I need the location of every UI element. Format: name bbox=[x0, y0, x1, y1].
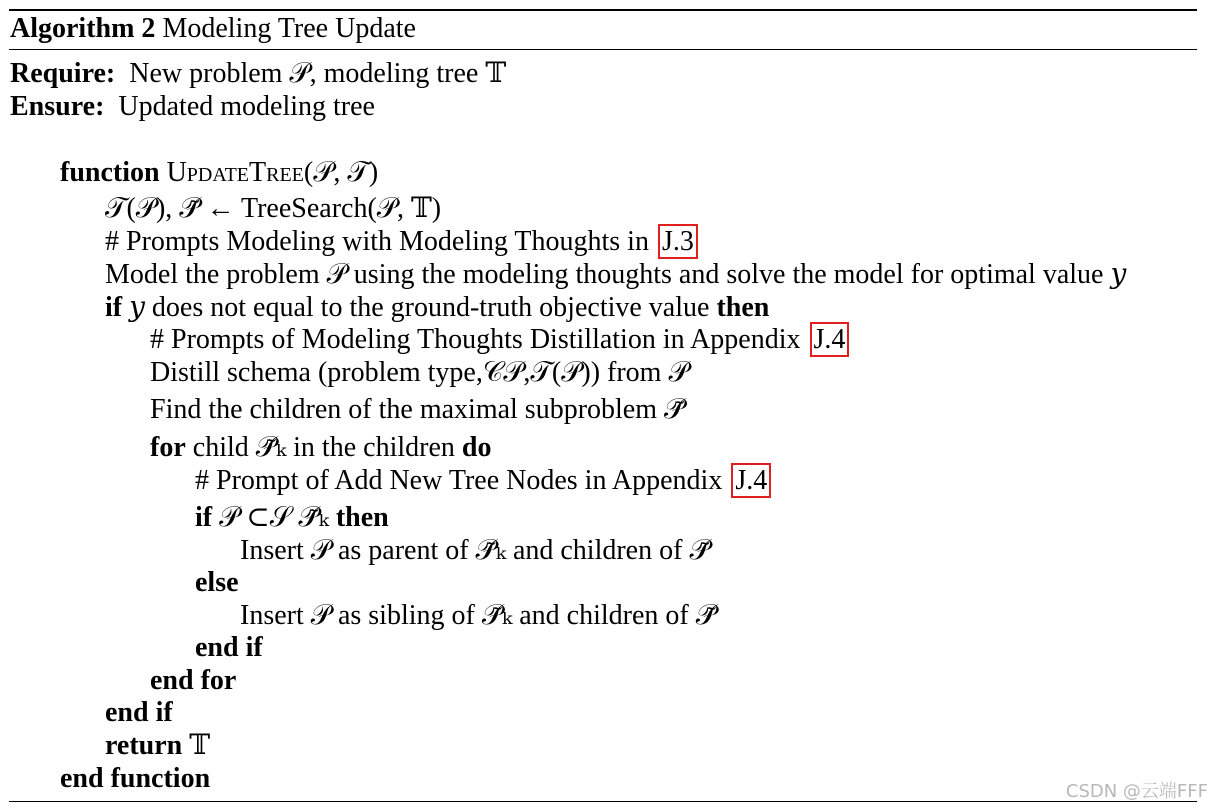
appendix-ref-link[interactable]: J.3 bbox=[658, 224, 698, 259]
ensure-keyword: Ensure: bbox=[10, 91, 105, 122]
line-code bbox=[150, 665, 236, 697]
appendix-ref-link[interactable]: J.4 bbox=[810, 322, 850, 357]
statement-text: # Prompts Modeling with Modeling Thoughts in bbox=[105, 226, 656, 257]
line-code bbox=[105, 730, 210, 762]
require-keyword: Require: bbox=[10, 58, 116, 89]
statement-text: # Prompt of Add New Tree Nodes in Appendix bbox=[195, 465, 730, 496]
statement-text: # Prompts of Modeling Thoughts Distillation in Appendix bbox=[150, 324, 808, 355]
require-line bbox=[10, 58, 506, 90]
keyword: then bbox=[716, 292, 770, 323]
keyword: end if bbox=[105, 697, 173, 728]
line-code bbox=[105, 292, 769, 324]
line-code bbox=[105, 697, 173, 729]
require-text: New problem 𝒫, modeling tree 𝕋 bbox=[129, 58, 507, 89]
caption-rule bbox=[9, 49, 1197, 50]
line-code bbox=[195, 632, 263, 664]
ensure-text: Updated modeling tree bbox=[118, 91, 375, 122]
keyword: end function bbox=[60, 763, 211, 794]
statement-text: (𝒫, 𝒯) bbox=[303, 157, 379, 188]
algorithm-label: Algorithm 2 bbox=[10, 13, 156, 44]
keyword: do bbox=[461, 432, 492, 463]
line-code bbox=[105, 259, 1126, 291]
statement-text: Model the problem 𝒫 using the modeling thoughts and solve the model for optimal value 𝑦 bbox=[105, 259, 1127, 290]
procedure-name: UpdateTree bbox=[166, 157, 304, 188]
line-code bbox=[195, 502, 389, 534]
statement-text: 𝑦 does not equal to the ground-truth objective value bbox=[122, 292, 717, 323]
line-code bbox=[240, 535, 710, 567]
line-code bbox=[240, 600, 716, 632]
line-code bbox=[150, 394, 684, 426]
ensure-line bbox=[10, 91, 375, 123]
keyword: then bbox=[335, 502, 389, 533]
top-rule bbox=[9, 9, 1197, 11]
statement-text: Find the children of the maximal subproblem 𝒫̃ bbox=[150, 394, 685, 425]
line-code bbox=[60, 157, 378, 189]
line-code bbox=[195, 567, 239, 599]
watermark: CSDN @云端FFF bbox=[1065, 781, 1208, 802]
statement-text: child 𝒫̃ₖ in the children bbox=[185, 432, 462, 463]
line-code bbox=[105, 226, 698, 258]
algorithm-title: Modeling Tree Update bbox=[162, 13, 416, 44]
line-code bbox=[150, 357, 689, 389]
line-code bbox=[195, 465, 771, 497]
line-code bbox=[150, 324, 849, 356]
line-code bbox=[150, 432, 491, 464]
line-code bbox=[105, 193, 441, 225]
keyword: else bbox=[195, 567, 239, 598]
algorithm-caption bbox=[10, 13, 416, 45]
appendix-ref-link[interactable]: J.4 bbox=[731, 463, 771, 498]
keyword: end if bbox=[195, 632, 263, 663]
keyword: if bbox=[105, 292, 123, 323]
keyword: for bbox=[150, 432, 186, 463]
keyword: end for bbox=[150, 665, 237, 696]
keyword: if bbox=[195, 502, 213, 533]
line-code bbox=[60, 763, 210, 795]
keyword: return bbox=[105, 730, 183, 761]
statement-text: Distill schema (problem type,𝒞𝒫,𝒯(𝒫)) from 𝒫 bbox=[150, 357, 689, 388]
statement-text: 𝕋 bbox=[182, 730, 211, 761]
keyword: function bbox=[60, 157, 160, 188]
statement-text: 𝒯(𝒫), 𝒫̃ ← TreeSearch(𝒫, 𝕋) bbox=[105, 193, 442, 224]
statement-text: Insert 𝒫 as parent of 𝒫̃ₖ and children of 𝒫̃ bbox=[240, 535, 710, 566]
statement-text: 𝒫 ⊂𝒮 𝒫̃ₖ bbox=[212, 502, 336, 533]
statement-text: Insert 𝒫 as sibling of 𝒫̃ₖ and children of 𝒫̃ bbox=[240, 600, 716, 631]
bottom-rule bbox=[9, 801, 1197, 802]
statement-text bbox=[160, 157, 167, 188]
